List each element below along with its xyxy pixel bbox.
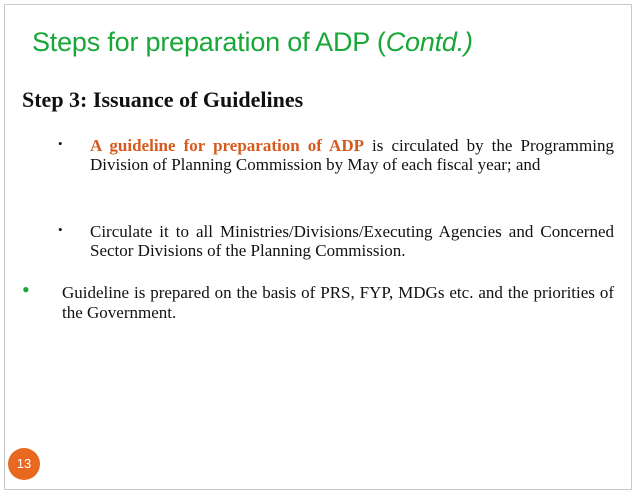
- highlighted-phrase: A guideline for preparation of ADP: [90, 136, 364, 155]
- sub-bullet-text-2: Circulate it to all Ministries/Divisions/Executing Agencies and Concerned Sector Divisions of the Planning Commission.: [90, 222, 614, 260]
- main-bullet-text: Guideline is prepared on the basis of PRS, FYP, MDGs etc. and the priorities of the Government.: [62, 283, 614, 322]
- title-italic-text: Contd.): [385, 27, 473, 57]
- step-heading: Step 3: Issuance of Guidelines: [22, 87, 304, 112]
- slide-title: [32, 24, 473, 60]
- main-bullet-marker: •: [22, 277, 30, 302]
- sub-bullet-text-1: [90, 136, 614, 174]
- title-main-text: Steps for preparation of ADP (: [32, 27, 386, 57]
- sub-bullet-rest: is circulated by the Programming Division of Planning Commission by May of each fiscal year; and: [90, 136, 614, 174]
- sub-bullet-marker-2: •: [58, 222, 63, 237]
- page-number-badge: 13: [8, 448, 40, 480]
- sub-bullet-marker-1: •: [58, 136, 63, 151]
